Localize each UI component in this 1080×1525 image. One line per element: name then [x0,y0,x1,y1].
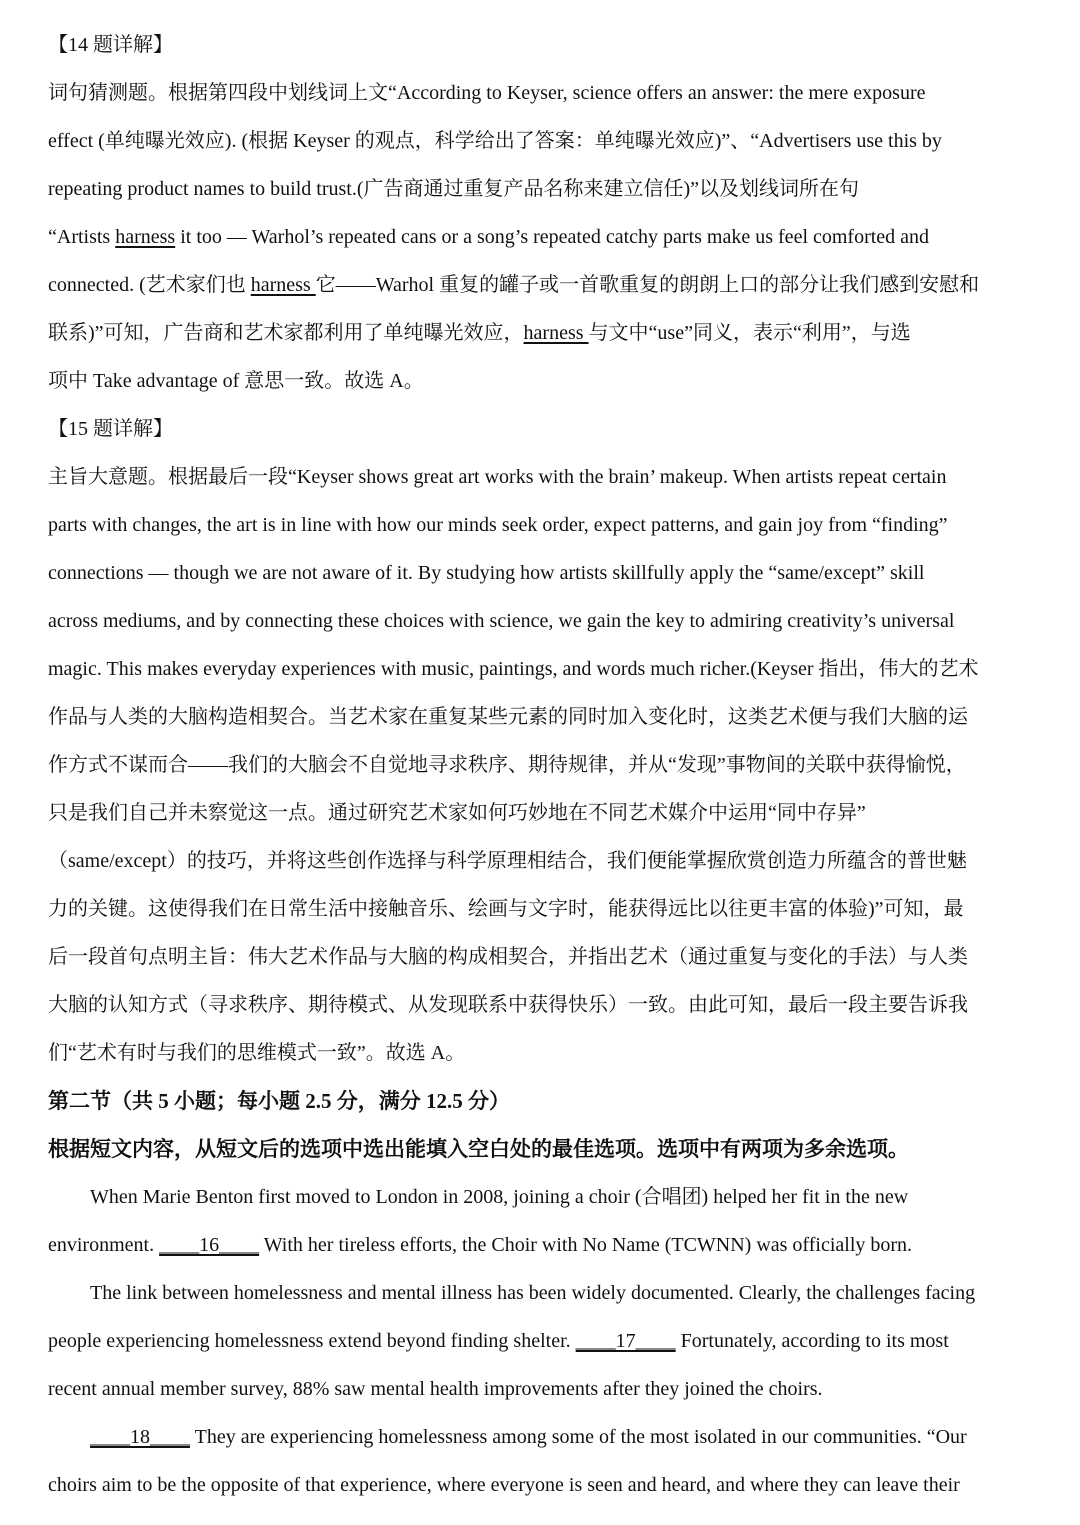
q14-line-2: effect (单纯曝光效应). (根据 Keyser 的观点，科学给出了答案：单纯曝光效应)”、“Advertisers use this by [48,130,942,152]
underlined-word-harness: harness [250,274,316,296]
q15-line-10: 力的关键。这使得我们在日常生活中接触音乐、绘画与文字时，能获得远比以往更丰富的体验)”可知，最 [48,898,964,920]
q15-line-1: 主旨大意题。根据最后一段“Keyser shows great art works with the brain’ makeup. When artists repeat certain [48,466,947,488]
underlined-word-harness: harness [115,226,176,248]
q14-heading: 【14 题详解】 [48,34,173,56]
q14-line-6-text-b: 与文中“use”同义，表示“利用”，与选 [588,322,911,344]
q14-line-5 [48,271,979,299]
q15-line-4: across mediums, and by connecting these choices with science, we gain the key to admiring creativity’s universal [48,610,955,632]
q14-line-4 [48,223,929,251]
passage-text: environment. [48,1234,160,1256]
q15-line-11: 后一段首句点明主旨：伟大艺术作品与大脑的构成相契合，并指出艺术（通过重复与变化的手法）与人类 [48,946,968,968]
q14-line-3: repeating product names to build trust.(广告商通过重复产品名称来建立信任)”以及划线词所在句 [48,178,860,200]
blank-17: ____17____ [575,1330,676,1352]
passage-p3-line-2: choirs aim to be the opposite of that experience, where everyone is seen and heard, and where they can leave their [48,1474,960,1496]
passage-text: Fortunately, according to its most [675,1330,949,1352]
q15-line-2: parts with changes, the art is in line with how our minds seek order, expect patterns, and gain joy from “finding” [48,514,948,536]
blank-18: ____18____ [90,1426,190,1448]
passage-text: They are experiencing homelessness among some of the most isolated in our communities. “Our [190,1426,967,1448]
q15-line-3: connections — though we are not aware of it. By studying how artists skillfully apply the “same/except” skill [48,562,925,584]
q14-line-6 [48,319,911,347]
passage-p2-line-3: recent annual member survey, 88% saw mental health improvements after they joined the choirs. [48,1378,823,1400]
q15-line-7: 作方式不谋而合——我们的大脑会不自觉地寻求秩序、期待规律，并从“发现”事物间的关联中获得愉悦， [48,754,966,776]
passage-p1-line-2 [48,1231,912,1259]
q14-line-7: 项中 Take advantage of 意思一致。故选 A。 [48,370,424,392]
q15-line-6: 作品与人类的大脑构造相契合。当艺术家在重复某些元素的同时加入变化时，这类艺术便与我们大脑的运 [48,706,968,728]
passage-text: people experiencing homelessness extend beyond finding shelter. [48,1330,576,1352]
passage-p3-line-1 [90,1423,967,1451]
blank-16: ____16____ [159,1234,260,1256]
q15-line-5: magic. This makes everyday experiences with music, paintings, and words much richer.(Keyser 指出，伟大的艺术 [48,658,979,680]
q15-heading: 【15 题详解】 [48,418,173,440]
q14-line-5-text-a: connected. (艺术家们也 [48,274,251,296]
passage-p1-line-1: When Marie Benton first moved to London in 2008, joining a choir (合唱团) helped her fit in the new [90,1186,909,1208]
passage-text: With her tireless efforts, the Choir with No Name (TCWNN) was officially born. [259,1234,913,1256]
q14-line-4-text-a: “Artists [48,226,116,248]
q15-line-13: 们“艺术有时与我们的思维模式一致”。故选 A。 [48,1042,466,1064]
section-title: 第二节（共 5 小题；每小题 2.5 分，满分 12.5 分） [48,1089,510,1113]
q14-line-5-text-b: 它——Warhol 重复的罐子或一首歌重复的朗朗上口的部分让我们感到安慰和 [315,274,980,296]
section-instruction: 根据短文内容，从短文后的选项中选出能填入空白处的最佳选项。选项中有两项为多余选项。 [48,1137,909,1161]
q14-line-1: 词句猜测题。根据第四段中划线词上文“According to Keyser, science offers an answer: the mere exposure [48,82,926,104]
passage-p2-line-1: The link between homelessness and mental illness has been widely documented. Clearly, the challenges facing [90,1282,976,1304]
underlined-word-harness: harness [523,322,589,344]
q15-line-12: 大脑的认知方式（寻求秩序、期待模式、从发现联系中获得快乐）一致。由此可知，最后一段主要告诉我 [48,994,968,1016]
q15-line-8: 只是我们自己并未察觉这一点。通过研究艺术家如何巧妙地在不同艺术媒介中运用“同中存异” [48,802,866,824]
q15-line-9: （same/except）的技巧，并将这些创作选择与科学原理相结合，我们便能掌握欣赏创造力所蕴含的普世魅 [48,850,967,872]
q14-line-6-text-a: 联系)”可知，广告商和艺术家都利用了单纯曝光效应， [48,322,524,344]
passage-p2-line-2 [48,1327,949,1355]
q14-line-4-text-b: it too — Warhol’s repeated cans or a song’s repeated catchy parts make us feel comforted and [175,226,930,248]
